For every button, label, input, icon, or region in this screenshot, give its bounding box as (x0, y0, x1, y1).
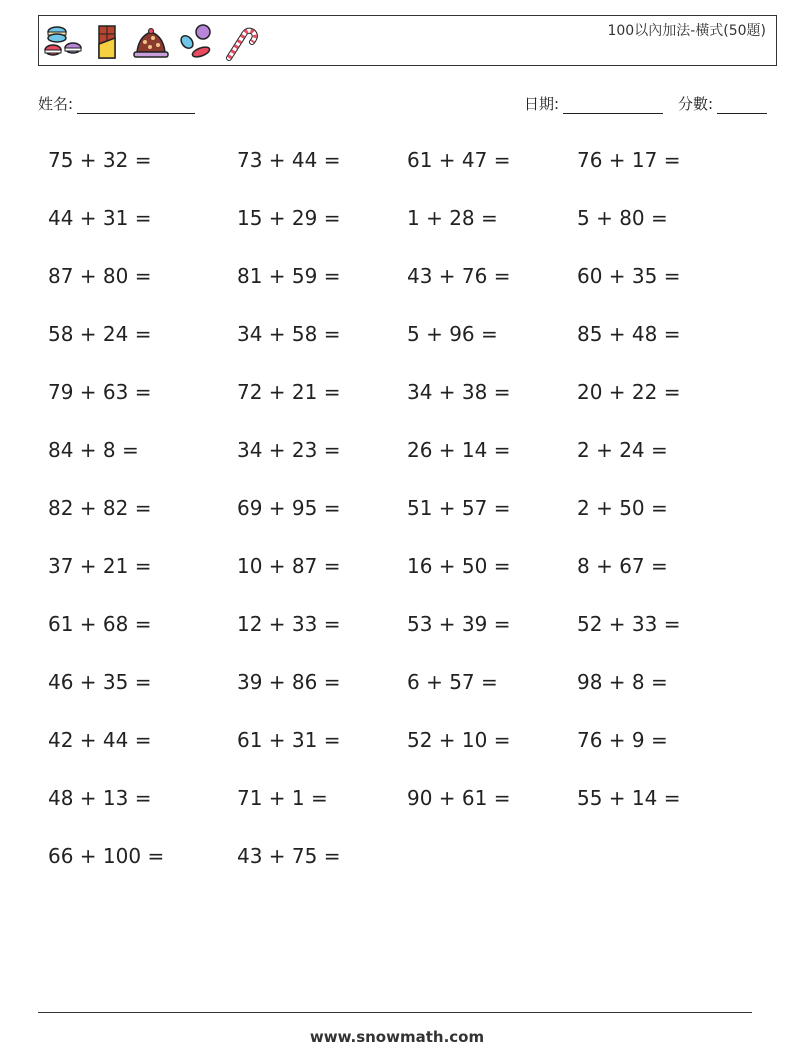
problem-item: 71 + 1 = (237, 786, 328, 810)
problem-item: 12 + 33 = (237, 612, 341, 636)
name-blank (77, 97, 195, 114)
problem-item: 2 + 50 = (577, 496, 668, 520)
score-label: 分數: (678, 95, 714, 113)
problem-item: 26 + 14 = (407, 438, 511, 462)
problem-item: 98 + 8 = (577, 670, 668, 694)
problem-item: 48 + 13 = (48, 786, 152, 810)
score-blank (717, 97, 767, 114)
footer-divider (38, 1012, 752, 1013)
problem-item: 58 + 24 = (48, 322, 152, 346)
problem-item: 42 + 44 = (48, 728, 152, 752)
problem-item: 79 + 63 = (48, 380, 152, 404)
problem-item: 15 + 29 = (237, 206, 341, 230)
problem-item: 61 + 47 = (407, 148, 511, 172)
problem-item: 20 + 22 = (577, 380, 681, 404)
sheet-title: 100以內加法-橫式(50題) (607, 23, 766, 39)
header-icons (43, 20, 259, 64)
problem-item: 81 + 59 = (237, 264, 341, 288)
problem-item: 69 + 95 = (237, 496, 341, 520)
problem-item: 76 + 17 = (577, 148, 681, 172)
problem-item: 90 + 61 = (407, 786, 511, 810)
date-field (524, 93, 663, 114)
problem-item: 55 + 14 = (577, 786, 681, 810)
name-field (38, 93, 195, 114)
problem-item: 73 + 44 = (237, 148, 341, 172)
problem-item: 43 + 75 = (237, 844, 341, 868)
problem-item: 87 + 80 = (48, 264, 152, 288)
problem-item: 44 + 31 = (48, 206, 152, 230)
date-blank (563, 97, 663, 114)
header-box (38, 15, 777, 66)
score-field (678, 93, 767, 114)
candy-cane-icon (219, 22, 259, 62)
problem-item: 5 + 96 = (407, 322, 498, 346)
macaron-icon (43, 22, 83, 62)
problem-item: 6 + 57 = (407, 670, 498, 694)
problem-item: 34 + 58 = (237, 322, 341, 346)
problem-item: 46 + 35 = (48, 670, 152, 694)
problem-item: 34 + 23 = (237, 438, 341, 462)
problem-item: 75 + 32 = (48, 148, 152, 172)
problem-item: 16 + 50 = (407, 554, 511, 578)
date-label: 日期: (524, 95, 560, 113)
candy-icon (175, 22, 215, 62)
problem-item: 39 + 86 = (237, 670, 341, 694)
problem-item: 34 + 38 = (407, 380, 511, 404)
problem-item: 37 + 21 = (48, 554, 152, 578)
problem-item: 51 + 57 = (407, 496, 511, 520)
problem-item: 60 + 35 = (577, 264, 681, 288)
problem-item: 8 + 67 = (577, 554, 668, 578)
problem-item: 82 + 82 = (48, 496, 152, 520)
problem-item: 61 + 31 = (237, 728, 341, 752)
problem-item: 43 + 76 = (407, 264, 511, 288)
problem-item: 5 + 80 = (577, 206, 668, 230)
name-label: 姓名: (38, 95, 74, 113)
problem-item: 2 + 24 = (577, 438, 668, 462)
problem-item: 72 + 21 = (237, 380, 341, 404)
problem-item: 52 + 33 = (577, 612, 681, 636)
problem-item: 61 + 68 = (48, 612, 152, 636)
problem-item: 84 + 8 = (48, 438, 139, 462)
problem-item: 52 + 10 = (407, 728, 511, 752)
problem-item: 10 + 87 = (237, 554, 341, 578)
footer-website: www.snowmath.com (309, 1028, 485, 1046)
problem-item: 53 + 39 = (407, 612, 511, 636)
chocolate-bar-icon (87, 22, 127, 62)
problem-item: 76 + 9 = (577, 728, 668, 752)
problem-item: 85 + 48 = (577, 322, 681, 346)
problem-item: 66 + 100 = (48, 844, 165, 868)
cake-icon (131, 22, 171, 62)
problem-item: 1 + 28 = (407, 206, 498, 230)
